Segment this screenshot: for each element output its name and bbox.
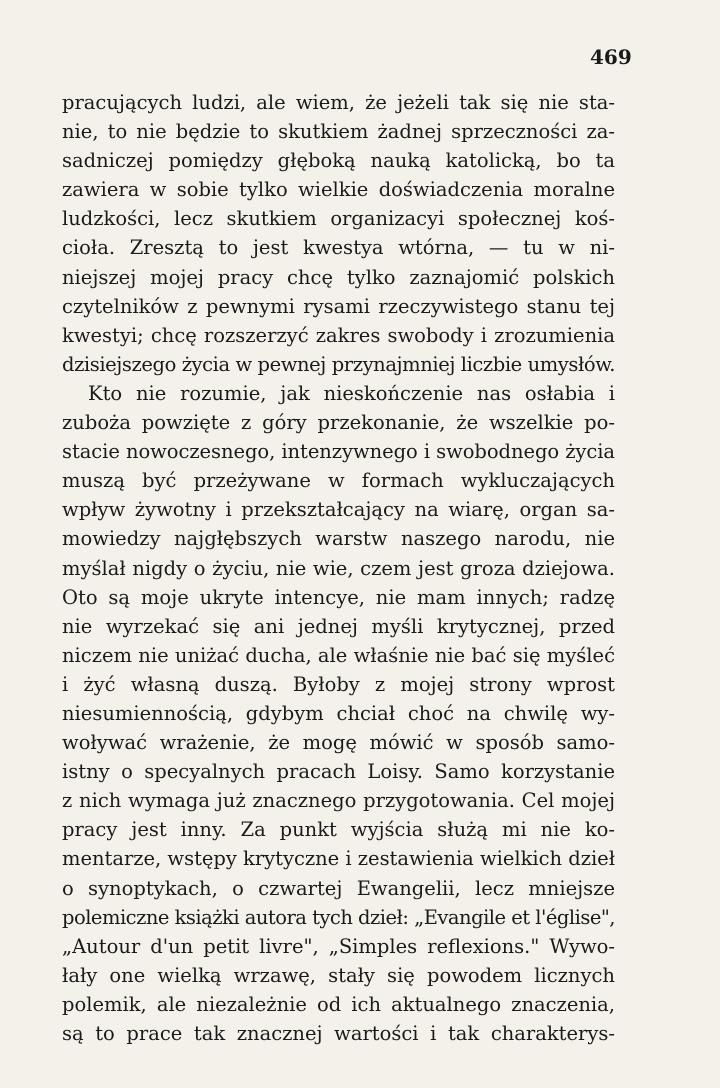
text-line: Oto są moje ukryte intencye, nie mam innych; radzę <box>62 585 615 609</box>
text-line: niejszej mojej pracy chcę tylko zaznajomić polskich <box>62 265 615 289</box>
body-text <box>62 88 615 1048</box>
page-number: 469 <box>590 45 632 69</box>
text-line: czytelników z pewnymi rysami rzeczywistego stanu tej <box>62 294 615 318</box>
text-line: ludzkości, lecz skutkiem organizacyi społecznej koś- <box>62 207 615 231</box>
text-line: „Autour d'un petit livre", „Simples reflexions." Wywo- <box>62 934 615 958</box>
text-line: woływać wrażenie, że mogę mówić w sposób samo- <box>62 731 615 755</box>
text-line: sadniczej pomiędzy głęboką nauką katolicką, bo ta <box>62 149 615 173</box>
text-line: pracujących ludzi, ale wiem, że jeżeli tak się nie sta- <box>62 91 615 114</box>
paragraph-end-line: dzisiejszego życia w pewnej przynajmniej liczbie umysłów. <box>62 352 615 376</box>
text-line: polemiczne książki autora tych dzieł: „Evangile et l'église", <box>62 905 615 929</box>
text-line: istny o specyalnych pracach Loisy. Samo korzystanie <box>62 760 615 784</box>
text-line: i żyć własną duszą. Byłoby z mojej strony wprost <box>62 672 615 696</box>
text-line: pracy jest inny. Za punkt wyjścia służą mi nie ko- <box>62 818 615 842</box>
paragraph-start-line: Kto nie rozumie, jak nieskończenie nas osłabia i <box>88 381 615 405</box>
text-line: muszą być przeżywane w formach wykluczających <box>62 469 615 493</box>
text-line: stacie nowoczesnego, intenzywnego i swobodnego życia <box>62 440 615 464</box>
text-line: niczem nie uniżać ducha, ale właśnie nie bać się myśleć <box>62 643 615 667</box>
text-line: mowiedzy najgłębszych warstw naszego narodu, nie <box>62 527 615 551</box>
text-line: zawiera w sobie tylko wielkie doświadczenia moralne <box>62 178 615 202</box>
text-line: są to prace tak znacznej wartości i tak charakterys- <box>62 1022 615 1045</box>
text-line: o synoptykach, o czwartej Ewangelii, lecz mniejsze <box>62 876 615 900</box>
text-line: polemik, ale niezależnie od ich aktualnego znaczenia, <box>62 992 615 1016</box>
text-line: cioła. Zresztą to jest kwestya wtórna, — tu w ni- <box>62 236 615 260</box>
text-line: nie, to nie będzie to skutkiem żadnej sprzeczności za- <box>62 120 615 144</box>
text-line: łały one wielką wrzawę, stały się powodem licznych <box>62 963 615 987</box>
text-line: kwestyi; chcę rozszerzyć zakres swobody i zrozumienia <box>62 323 615 347</box>
text-line: zuboża powzięte z góry przekonanie, że wszelkie po- <box>62 411 615 435</box>
text-line: wpływ żywotny i przekształcający na wiarę, organ sa- <box>62 498 615 522</box>
text-line: nie wyrzekać się ani jednej myśli krytycznej, przed <box>62 614 615 638</box>
text-line: myślał nigdy o życiu, nie wie, czem jest groza dziejowa. <box>62 556 615 580</box>
text-line: mentarze, wstępy krytyczne i zestawienia wielkich dzieł <box>62 847 615 871</box>
text-line: z nich wymaga już znacznego przygotowania. Cel mojej <box>62 789 615 813</box>
text-line: niesumiennością, gdybym chciał choć na chwilę wy- <box>62 701 615 725</box>
